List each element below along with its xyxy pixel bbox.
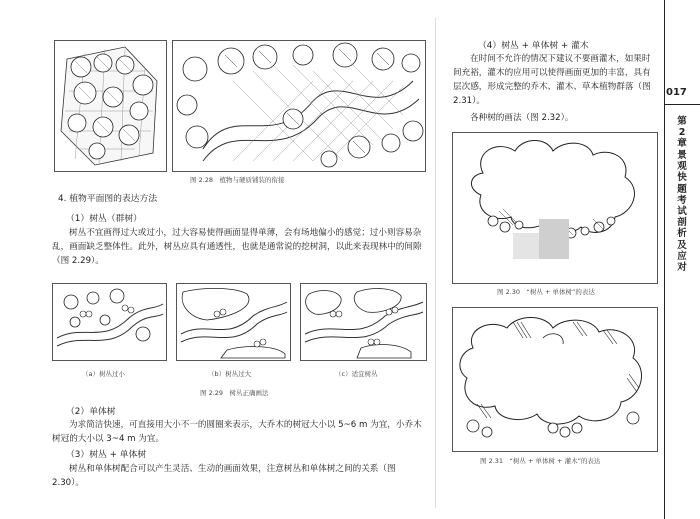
paragraph-cluster-plus-single: 树丛和单体树配合可以产生灵活、生动的画面效果，注意树丛和单体树之间的关系（图 2.30）。 bbox=[52, 464, 396, 488]
figure-2-28-right bbox=[172, 40, 426, 172]
chapter-label: 第2章 bbox=[677, 116, 687, 149]
paragraph-tree-cluster: 树丛不宜画得过大或过小，过大容易使得画面显得单薄，会有场地偏小的感觉；过小则容易杂乱，画面缺乏整体性。此外，树丛应具有通透性，也就是通常说的挖树洞，以此来表现林中的间隙（图 2.29）。 bbox=[52, 228, 422, 266]
figure-2-29-c-label: （c）适宜树丛 bbox=[335, 370, 378, 378]
figure-2-29-a bbox=[52, 283, 167, 361]
figure-2-30-caption: 图 2.30 “树丛 + 单体树”的表达 bbox=[497, 288, 595, 296]
figure-2-31 bbox=[452, 307, 658, 452]
paragraph-single-tree: 为求简洁快速，可直接用大小不一的圆圈来表示，大乔木的树冠大小以 5~6 m 为宜，小乔木树冠的大小以 3~4 m 为宜。 bbox=[52, 420, 422, 444]
page-gutter bbox=[435, 18, 436, 508]
section-title: 4. 植物平面图的表达方法 bbox=[58, 194, 158, 204]
figure-2-29-a-label: （a）树丛过小 bbox=[82, 370, 125, 378]
page-number: 017 bbox=[666, 87, 687, 98]
heading-tree-cluster: （1）树丛（群树） bbox=[66, 214, 142, 224]
heading-single-tree: （2）单体树 bbox=[66, 407, 116, 417]
figure-2-29-caption: 图 2.29 树丛正确画法 bbox=[200, 389, 269, 397]
paragraph-tree-drawings: 各种树的画法（图 2.32）。 bbox=[470, 113, 574, 123]
figure-2-29-b-label: （b）树丛过大 bbox=[208, 370, 252, 378]
figure-2-28-caption: 图 2.28 植物与硬质铺装的衔接 bbox=[190, 176, 285, 184]
chapter-title: 景观快题考试剖析及应对 bbox=[677, 150, 687, 274]
figure-2-29-b bbox=[176, 283, 291, 361]
figure-2-31-caption: 图 2.31 “树丛 + 单体树 + 灌木”的表达 bbox=[480, 457, 601, 465]
figure-2-29-c bbox=[300, 283, 427, 361]
figure-2-30 bbox=[452, 132, 658, 284]
heading-cluster-plus-single: （3）树丛 + 单体树 bbox=[66, 450, 147, 460]
page-number-rule bbox=[664, 104, 700, 105]
paragraph-cluster-single-shrub: 在时间不允许的情况下建议不要画灌木，如果时间充裕，灌木的应用可以使得画面更加的丰富，具有层次感，形成完整的乔木、灌木、草本植物群落（图 2.31）。 bbox=[453, 54, 651, 106]
heading-cluster-single-shrub: （4）树丛 + 单体树 + 灌木 bbox=[478, 41, 589, 51]
figure-2-28-left bbox=[54, 40, 167, 172]
